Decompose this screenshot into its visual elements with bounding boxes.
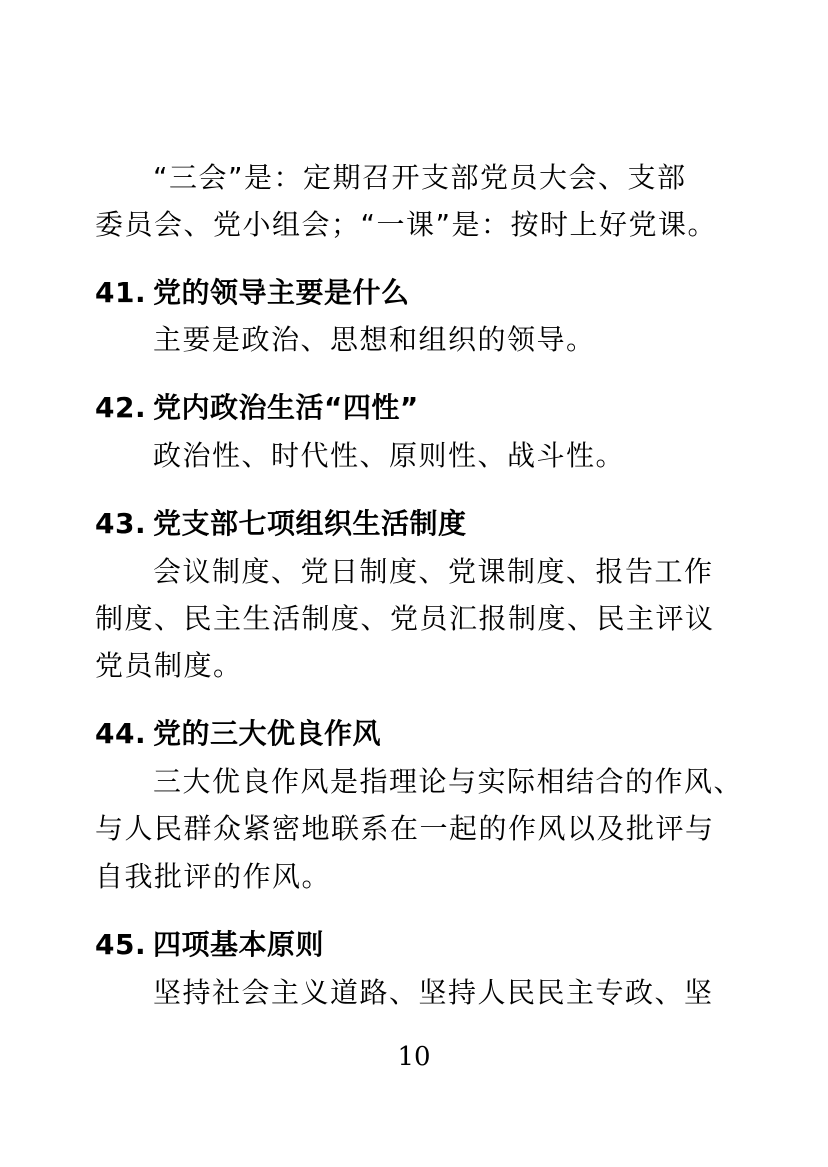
section-number: 43.	[95, 507, 147, 540]
section-42-heading	[95, 388, 735, 428]
section-number: 44.	[95, 717, 147, 750]
intro-line-1: “三会”是：定期召开支部党员大会、支部	[153, 161, 687, 194]
section-44-body-line-2: 与人民群众紧密地联系在一起的作风以及批评与	[95, 812, 715, 845]
page-number: 10	[397, 1042, 431, 1072]
section-number: 42.	[95, 391, 147, 424]
section-43-body-line-3: 党员制度。	[95, 649, 243, 682]
section-title: 党内政治生活“四性”	[153, 391, 419, 424]
section-44-body-line-1: 三大优良作风是指理论与实际相结合的作风、	[153, 765, 744, 798]
section-41-heading	[95, 273, 735, 313]
intro-line-2: 委员会、党小组会；“一课”是：按时上好党课。	[95, 208, 718, 241]
section-title: 党的三大优良作风	[153, 717, 382, 750]
section-44-body-line-3: 自我批评的作风。	[95, 860, 332, 893]
section-title: 党的领导主要是什么	[153, 276, 410, 309]
section-title: 四项基本原则	[153, 928, 325, 961]
section-43-body-line-1: 会议制度、党日制度、党课制度、报告工作	[153, 555, 714, 588]
section-41-body-line-1: 主要是政治、思想和组织的领导。	[153, 323, 596, 356]
section-43-heading	[95, 504, 735, 544]
section-44-heading	[95, 714, 735, 754]
section-45-heading	[95, 925, 735, 965]
section-42-body-line-1: 政治性、时代性、原则性、战斗性。	[153, 439, 626, 472]
section-45-body-line-1: 坚持社会主义道路、坚持人民民主专政、坚	[153, 976, 714, 1009]
section-number: 41.	[95, 276, 147, 309]
section-title: 党支部七项组织生活制度	[153, 507, 467, 540]
section-43-body-line-2: 制度、民主生活制度、党员汇报制度、民主评议	[95, 602, 715, 635]
section-number: 45.	[95, 928, 147, 961]
